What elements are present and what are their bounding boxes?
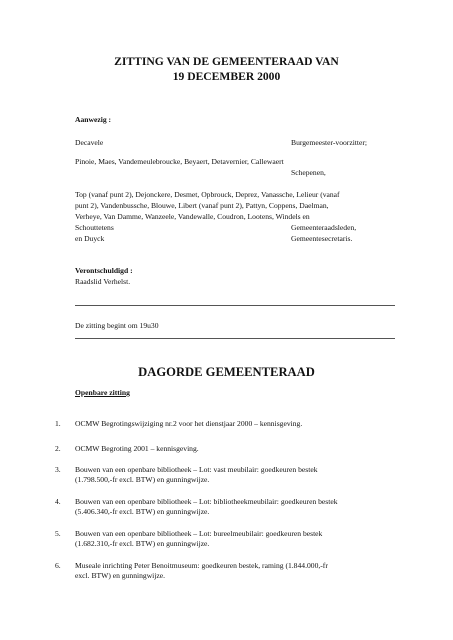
council-role: Gemeenteraadsleden, (291, 223, 357, 232)
agenda-item-text: Museale inrichting Peter Benoitmuseum: goedkeuren bestek, raming (1.844.000,-fr (75, 561, 328, 570)
agenda-item-text: Bouwen van een openbare bibliotheek – Lot: vast meubilair: goedkeuren bestek (75, 465, 318, 474)
agenda-item-5 (55, 529, 405, 549)
council-members-line1: Top (vanaf punt 2), Dejonckere, Desmet, Opbrouck, Deprez, Vanassche, Lelieur (vanaf (75, 190, 340, 199)
agenda-item-3 (55, 465, 405, 485)
aldermen-names: Pinoie, Maes, Vandemeulebroucke, Beyaert, Detavernier, Callewaert (75, 157, 284, 166)
agenda-item-4 (55, 497, 405, 517)
agenda-item-text-cont: (1.798.500,-fr excl. BTW) en gunningwijze. (75, 475, 210, 484)
agenda-item-2 (55, 444, 405, 454)
document-title-line2: 19 DECEMBER 2000 (172, 70, 281, 83)
agenda-item-1 (55, 419, 405, 429)
agenda-heading: DAGORDE GEMEENTERAAD (138, 365, 315, 379)
agenda-item-number: 5. (55, 529, 61, 538)
public-session-label: Openbare zitting (75, 388, 130, 397)
session-start: De zitting begint om 19u30 (75, 321, 159, 330)
mayor-role: Burgemeester-voorzitter; (291, 138, 368, 147)
excused-names: Raadslid Verhelst. (75, 277, 131, 286)
secretary-role: Gemeentesecretaris. (291, 234, 353, 243)
agenda-item-number: 1. (55, 419, 61, 428)
agenda-item-text: Bouwen van een openbare bibliotheek – Lot: bureelmeubilair: goedkeuren bestek (75, 529, 323, 538)
excused-label: Verontschuldigd : (75, 266, 133, 275)
agenda-item-text-cont: excl. BTW) en gunningwijze. (75, 571, 166, 580)
agenda-item-text-cont: (1.682.310,-fr excl. BTW) en gunningwijze. (75, 539, 210, 548)
divider-top (75, 305, 395, 306)
agenda-item-number: 3. (55, 465, 61, 474)
council-members-line4: Schouttetens (75, 223, 114, 232)
agenda-item-6 (55, 561, 405, 581)
agenda-item-number: 4. (55, 497, 61, 506)
agenda-item-number: 6. (55, 561, 61, 570)
aldermen-role: Schepenen, (291, 168, 326, 177)
council-members-line2: punt 2), Vandenbussche, Blouwe, Libert (vanaf punt 2), Pattyn, Coppens, Daelman, (75, 201, 329, 210)
present-label: Aanwezig : (75, 115, 112, 124)
agenda-item-text: OCMW Begroting 2001 – kennisgeving. (75, 444, 199, 453)
agenda-item-text: OCMW Begrotingswijziging nr.2 voor het dienstjaar 2000 – kennisgeving. (75, 419, 303, 428)
secretary-name: en Duyck (75, 234, 105, 243)
agenda-item-number: 2. (55, 444, 61, 453)
mayor-name: Decavele (75, 138, 104, 147)
document-title-line1: ZITTING VAN DE GEMEENTERAAD VAN (114, 55, 339, 68)
council-members-line3: Verheye, Van Damme, Wanzeele, Vandewalle, Coudron, Lootens, Windels en (75, 212, 310, 221)
divider-bottom (75, 338, 395, 339)
agenda-item-text-cont: (5.406.340,-fr excl. BTW) en gunningwijze. (75, 507, 210, 516)
agenda-item-text: Bouwen van een openbare bibliotheek – Lot: bibliotheekmeubilair: goedkeuren bestek (75, 497, 338, 506)
